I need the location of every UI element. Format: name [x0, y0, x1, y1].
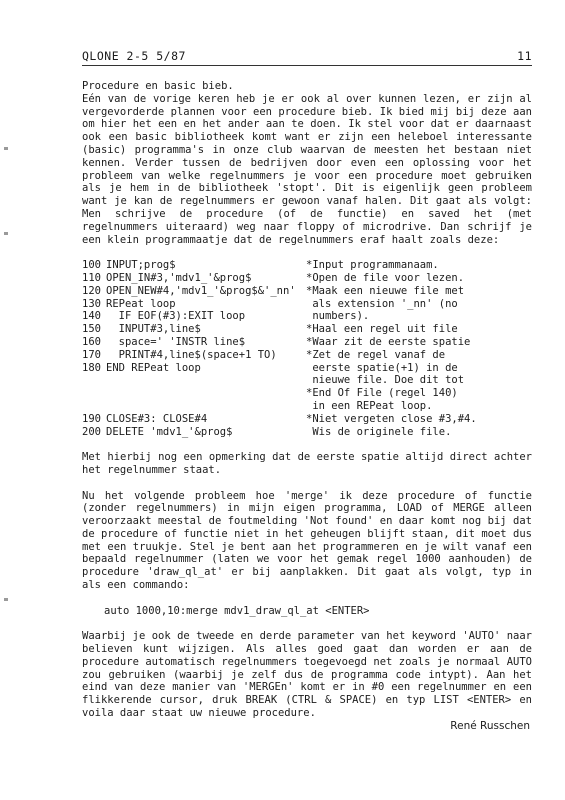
code-comment: in een REPeat loop. — [306, 399, 433, 412]
line-number: 120 — [82, 284, 101, 297]
line-number: 200 — [82, 425, 101, 438]
code-line — [82, 413, 532, 426]
line-number — [82, 400, 106, 413]
page-number: 11 — [517, 49, 532, 63]
line-number: 130 — [82, 297, 101, 310]
code-comment: *Niet vergeten close #3,#4. — [306, 412, 477, 425]
author-signature: René Russchen — [450, 719, 530, 732]
paragraph-intro: Eén van de vorige keren heb je er ook al over kunnen lezen, er zijn al vergevorderde plannen voor een procedure bieb. Ik bied mij bij deze aan om hier het een en het ander aan te doen. Ik stel voor dat er daarnaast ook een basic bibliotheek komt want er zijn een heleboel interessante (basic) programma's in onze club waarvan de meesten het bestaan niet kennen. Verder tussen de bedrijven door even een oplossing voor het probleem van welke regelnummers je voor een procedure moet gebruiken als je hem in de bibliotheek 'stopt'. Dit is eigenlijk geen probleem want je kan de regelnummers er gewoon vanaf halen. Dit gaat als volgt: Men schrijve de procedure (of de functie) en saved het (met regelnummers uiteraard) weg naar floppy of microdrive. Dan schrijf je een klein programmaatje dat de regelnummers eraf haalt zoals deze: — [82, 92, 532, 246]
header-rule — [82, 65, 532, 66]
code-comment: numbers). — [306, 310, 370, 323]
line-number — [82, 387, 106, 400]
code-statement: space=' 'INSTR line$ — [106, 335, 246, 348]
code-comment: *End Of File (regel 140) — [306, 387, 458, 400]
code-listing — [82, 259, 532, 438]
code-line — [82, 426, 532, 439]
code-line — [82, 362, 532, 375]
code-comment: *Maak een nieuwe file met — [306, 284, 465, 297]
code-line — [82, 349, 532, 362]
code-comment: eerste spatie(+1) in de — [306, 361, 458, 374]
code-statement — [106, 387, 306, 400]
code-line — [82, 259, 532, 272]
line-number: 170 — [82, 348, 101, 361]
code-comment: als extension '_nn' (no — [306, 297, 458, 310]
code-line — [82, 298, 532, 311]
binding-hole-mark — [4, 147, 8, 150]
paragraph-merge: Nu het volgende probleem hoe 'merge' ik deze procedure of functie (zonder regelnummers) in mijn eigen programma, LOAD of MERGE alleen veroorzaakt meestal de foutmelding 'Not found' en daar komt nog bij dat de procedure of functie niet in het geheugen blijft staan, dit moet dus met een truukje. Stel je bent aan het programmeren en je wilt vanaf een bepaald regelnummer (laten we voor het gemak regel 1000 aanhouden) de procedure 'draw_ql_at' er bij aanplakken. Dit gaat als volgt, typ in als een commando: — [82, 489, 532, 592]
code-statement: REPeat loop — [106, 297, 176, 310]
line-number: 160 — [82, 335, 101, 348]
code-statement: INPUT;prog$ — [106, 259, 176, 272]
paragraph-auto: Waarbij je ook de tweede en derde parameter van het keyword 'AUTO' naar believen kunt wijzigen. Als alles goed gaat dan worden er aan de procedure automatisch regelnummers toegevoegd net zoals je normaal AUTO zou gebruiken (waarbij je zelf dus de programma code intypt). Aan het eind van deze manier van 'MERGEn' komt er in #0 een regelnummer en een flikkerende cursor, druk BREAK (CTRL & SPACE) en typ LIST <ENTER> en voila daar staat uw nieuwe procedure. — [82, 630, 532, 720]
code-line — [82, 374, 532, 387]
code-statement: OPEN_NEW#4,'mdv1_'&prog$&'_nn' — [106, 284, 296, 297]
line-number: 110 — [82, 271, 101, 284]
article-title: Procedure en basic bieb. — [82, 80, 234, 92]
binding-hole-mark — [4, 598, 8, 601]
code-comment: *Haal een regel uit file — [306, 323, 458, 336]
code-comment: *Open de file voor lezen. — [306, 271, 465, 284]
code-comment: nieuwe file. Doe dit tot — [306, 374, 465, 387]
code-statement — [106, 400, 306, 413]
code-comment: Wis de originele file. — [306, 425, 452, 438]
line-number: 150 — [82, 323, 101, 336]
line-number: 190 — [82, 412, 101, 425]
page-header — [82, 49, 532, 65]
code-statement: IF EOF(#3):EXIT loop — [106, 310, 246, 323]
code-statement: END REPeat loop — [106, 361, 201, 374]
code-line — [82, 310, 532, 323]
command-example: auto 1000,10:merge mdv1_draw_ql_at <ENTER> — [104, 604, 370, 617]
code-line — [82, 387, 532, 400]
article-body — [82, 80, 532, 733]
code-statement: CLOSE#3: CLOSE#4 — [106, 412, 208, 425]
line-number — [82, 374, 106, 387]
code-comment: *Zet de regel vanaf de — [306, 348, 446, 361]
code-line — [82, 323, 532, 336]
code-comment: *Input programmanaam. — [306, 259, 439, 272]
code-line — [82, 400, 532, 413]
code-statement — [106, 374, 306, 387]
paragraph-note: Met hierbij nog een opmerking dat de eerste spatie altijd direct achter het regelnummer staat. — [82, 451, 532, 476]
code-statement: OPEN_IN#3,'mdv1_'&prog$ — [106, 271, 252, 284]
line-number: 100 — [82, 259, 101, 272]
line-number: 180 — [82, 361, 101, 374]
code-comment: *Waar zit de eerste spatie — [306, 335, 471, 348]
magazine-issue-label: QLONE 2-5 5/87 — [82, 49, 186, 63]
code-statement: INPUT#3,line$ — [106, 323, 201, 336]
line-number: 140 — [82, 310, 101, 323]
code-line — [82, 285, 532, 298]
code-statement: DELETE 'mdv1_'&prog$ — [106, 425, 233, 438]
code-line — [82, 272, 532, 285]
binding-hole-mark — [4, 232, 8, 235]
code-statement: PRINT#4,line$(space+1 TO) — [106, 348, 277, 361]
code-line — [82, 336, 532, 349]
